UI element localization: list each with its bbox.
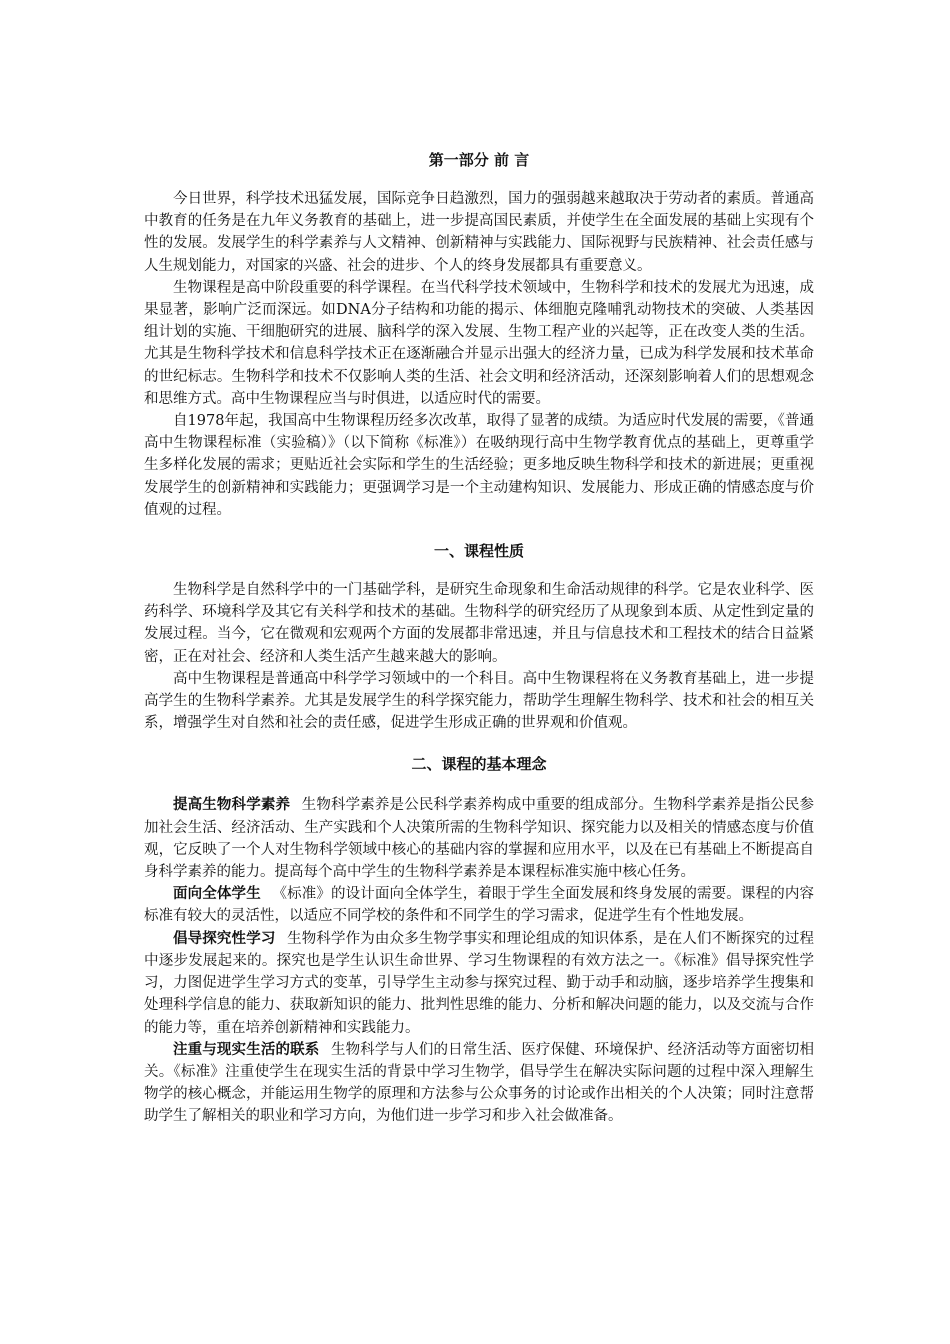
- basic-concepts-section: [144, 794, 814, 1127]
- concept-item: [144, 1039, 814, 1128]
- preface-section: [144, 188, 814, 521]
- concept-lead-term: 倡导探究性学习: [173, 930, 276, 947]
- concept-lead-term: 注重与现实生活的联系: [173, 1041, 320, 1058]
- preface-paragraph: 自1978年起，我国高中生物课程历经多次改革，取得了显著的成绩。为适应时代发展的需要，《普通高中生物课程标准（实验稿）》（以下简称《标准》）在吸纳现行高中生物学教育优点的基础上，更尊重学生多样化发展的需求；更贴近社会实际和学生的生活经验；更多地反映生物科学和技术的新进展；更重视发展学生的创新精神和实践能力；更强调学习是一个主动建构知识、发展能力、形成正确的情感态度与价值观的过程。: [144, 413, 814, 518]
- course-nature-section: [144, 579, 814, 734]
- preface-paragraph: 今日世界，科学技术迅猛发展，国际竞争日趋激烈，国力的强弱越来越取决于劳动者的素质。普通高中教育的任务是在九年义务教育的基础上，进一步提高国民素质，并使学生在全面发展的基础上实现有个性的发展。发展学生的科学素养与人文精神、创新精神与实践能力、国际视野与民族精神、社会责任感与人生规划能力，对国家的兴盛、社会的进步、个人的终身发展都具有重要意义。: [144, 191, 814, 274]
- concept-lead-term: 面向全体学生: [173, 886, 261, 903]
- document-body: [144, 150, 814, 1128]
- concept-text: 生物科学作为由众多生物学事实和理论组成的知识体系，是在人们不断探究的过程中逐步发展起来的。探究也是学生认识生命世界、学习生物课程的有效方法之一。《标准》倡导探究性学习，力图促进学生学习方式的变革，引导学生主动参与探究过程、勤于动手和动脑，逐步培养学生搜集和处理科学信息的能力、获取新知识的能力、批判性思维的能力、分析和解决问题的能力，以及交流与合作的能力等，重在培养创新精神和实践能力。: [144, 930, 814, 1036]
- part-title: 第一部分 前 言: [428, 151, 530, 169]
- preface-paragraph: 生物课程是高中阶段重要的科学课程。在当代科学技术领域中，生物科学和技术的发展尤为迅速，成果显著，影响广泛而深远。如DNA分子结构和功能的揭示、体细胞克隆哺乳动物技术的突破、人类基因组计划的实施、干细胞研究的进展、脑科学的深入发展、生物工程产业的兴起等，正在改变人类的生活。尤其是生物科学技术和信息科学技术正在逐渐融合并显示出强大的经济力量，已成为科学发展和技术革命的世纪标志。生物科学和技术不仅影响人类的生活、社会文明和经济活动，还深刻影响着人们的思想观念和思维方式。高中生物课程应当与时俱进，以适应时代的需要。: [144, 279, 814, 407]
- concept-item: [144, 794, 814, 883]
- section-heading-basic-concepts: 二、课程的基本理念: [411, 755, 547, 774]
- concept-item: [144, 928, 814, 1039]
- concept-text: 生物科学素养是公民科学素养构成中重要的组成部分。生物科学素养是指公民参加社会生活、经济活动、生产实践和个人决策所需的生物科学知识、探究能力以及相关的情感态度与价值观，它反映了一个人对生物科学领域中核心的基础内容的掌握和应用水平，以及在已有基础上不断提高自身科学素养的能力。提高每个高中学生的生物科学素养是本课程标准实施中核心任务。: [144, 797, 814, 881]
- course-nature-paragraph: 高中生物课程是普通高中科学学习领域中的一个科目。高中生物课程将在义务教育基础上，进一步提高学生的生物科学素养。尤其是发展学生的科学探究能力，帮助学生理解生物科学、技术和社会的相互关系，增强学生对自然和社会的责任感，促进学生形成正确的世界观和价值观。: [144, 670, 814, 732]
- section-heading-course-nature: 一、课程性质: [433, 542, 524, 561]
- concept-text: 生物科学与人们的日常生活、医疗保健、环境保护、经济活动等方面密切相关。《标准》注重使学生在现实生活的背景中学习生物学，倡导学生在解决实际问题的过程中深入理解生物学的核心概念，并能运用生物学的原理和方法参与公众事务的讨论或作出相关的个人决策；同时注意帮助学生了解相关的职业和学习方向，为他们进一步学习和步入社会做准备。: [144, 1041, 814, 1125]
- concept-item: [144, 883, 814, 927]
- concept-text: 《标准》的设计面向全体学生，着眼于学生全面发展和终身发展的需要。课程的内容标准有较大的灵活性，以适应不同学校的条件和不同学生的学习需求，促进学生有个性地发展。: [144, 886, 814, 925]
- concept-lead-term: 提高生物科学素养: [173, 797, 291, 814]
- course-nature-paragraph: 生物科学是自然科学中的一门基础学科，是研究生命现象和生命活动规律的科学。它是农业科学、医药科学、环境科学及其它有关科学和技术的基础。生物科学的研究经历了从现象到本质、从定性到定量的发展过程。当今，它在微观和宏观两个方面的发展都非常迅速，并且与信息技术和工程技术的结合日益紧密，正在对社会、经济和人类生活产生越来越大的影响。: [144, 582, 814, 665]
